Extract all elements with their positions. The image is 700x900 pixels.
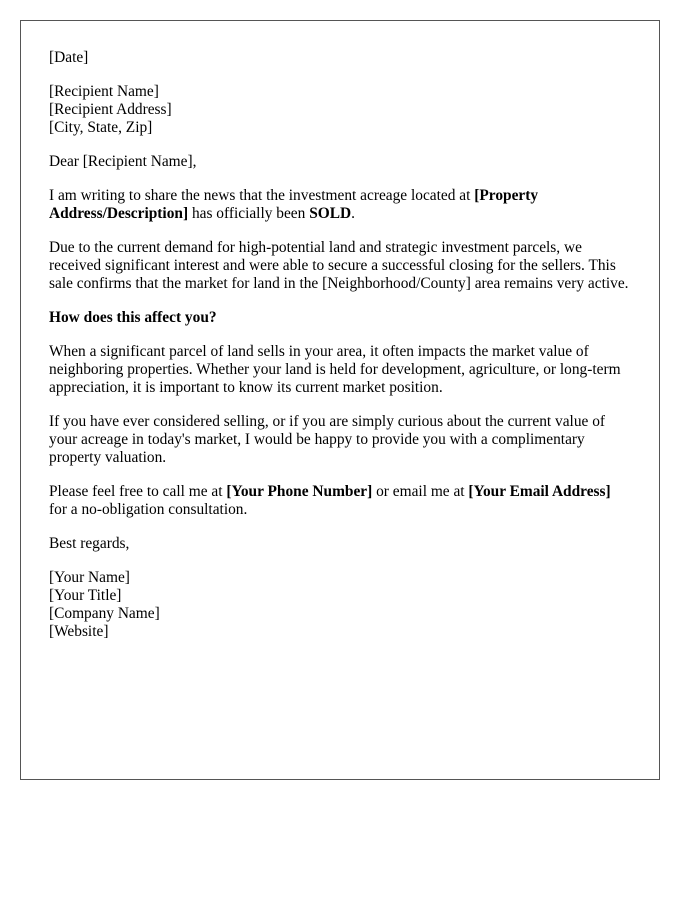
p5-text-middle: or email me at [372, 483, 469, 500]
signature-website: [Website] [49, 623, 109, 640]
salutation-text: Dear [Recipient Name], [49, 153, 197, 170]
section-heading [49, 309, 631, 327]
p5-text-after: for a no-obligation consultation. [49, 501, 248, 518]
p1-text-before: I am writing to share the news that the investment acreage located at [49, 187, 475, 204]
letter-date [49, 49, 631, 67]
property-placeholder: [Property Address/Description] [49, 187, 539, 222]
closing-text: Best regards, [49, 535, 130, 552]
p2-text: Due to the current demand for high-potential land and strategic investment parcels, we received significant interest and were able to secure a successful closing for the sellers. This sale confirms that the market for land in the [Neighborhood/County] area remains very active. [49, 239, 629, 292]
date-text: [Date] [49, 49, 89, 66]
paragraph-market-demand [49, 239, 631, 293]
p1-text-middle: has officially been [188, 205, 310, 222]
signature-name: [Your Name] [49, 569, 130, 586]
signature-block [49, 569, 631, 641]
p4-text: If you have ever considered selling, or if you are simply curious about the current value of your acreage in today's market, I would be happy to provide you with a complimentary property valuation. [49, 413, 606, 466]
phone-placeholder: [Your Phone Number] [226, 483, 373, 500]
recipient-name: [Recipient Name] [49, 83, 159, 100]
signature-title: [Your Title] [49, 587, 122, 604]
recipient-block [49, 83, 631, 137]
recipient-address: [Recipient Address] [49, 101, 172, 118]
paragraph-valuation-offer [49, 413, 631, 467]
heading-text: How does this affect you? [49, 309, 217, 326]
salutation [49, 153, 631, 171]
email-placeholder: [Your Email Address] [468, 483, 611, 500]
p3-text: When a significant parcel of land sells in your area, it often impacts the market value of neighboring properties. Whether your land is held for development, agriculture, or long-term appreciation, it is important to know its current market position. [49, 343, 621, 396]
letter-page [20, 20, 660, 780]
p5-text-before: Please feel free to call me at [49, 483, 227, 500]
paragraph-sold-news [49, 187, 631, 223]
signature-company: [Company Name] [49, 605, 160, 622]
recipient-city-state-zip: [City, State, Zip] [49, 119, 153, 136]
paragraph-contact [49, 483, 631, 519]
sold-emphasis: SOLD [309, 205, 352, 222]
closing [49, 535, 631, 553]
paragraph-impact [49, 343, 631, 397]
p1-text-after: . [351, 205, 355, 222]
